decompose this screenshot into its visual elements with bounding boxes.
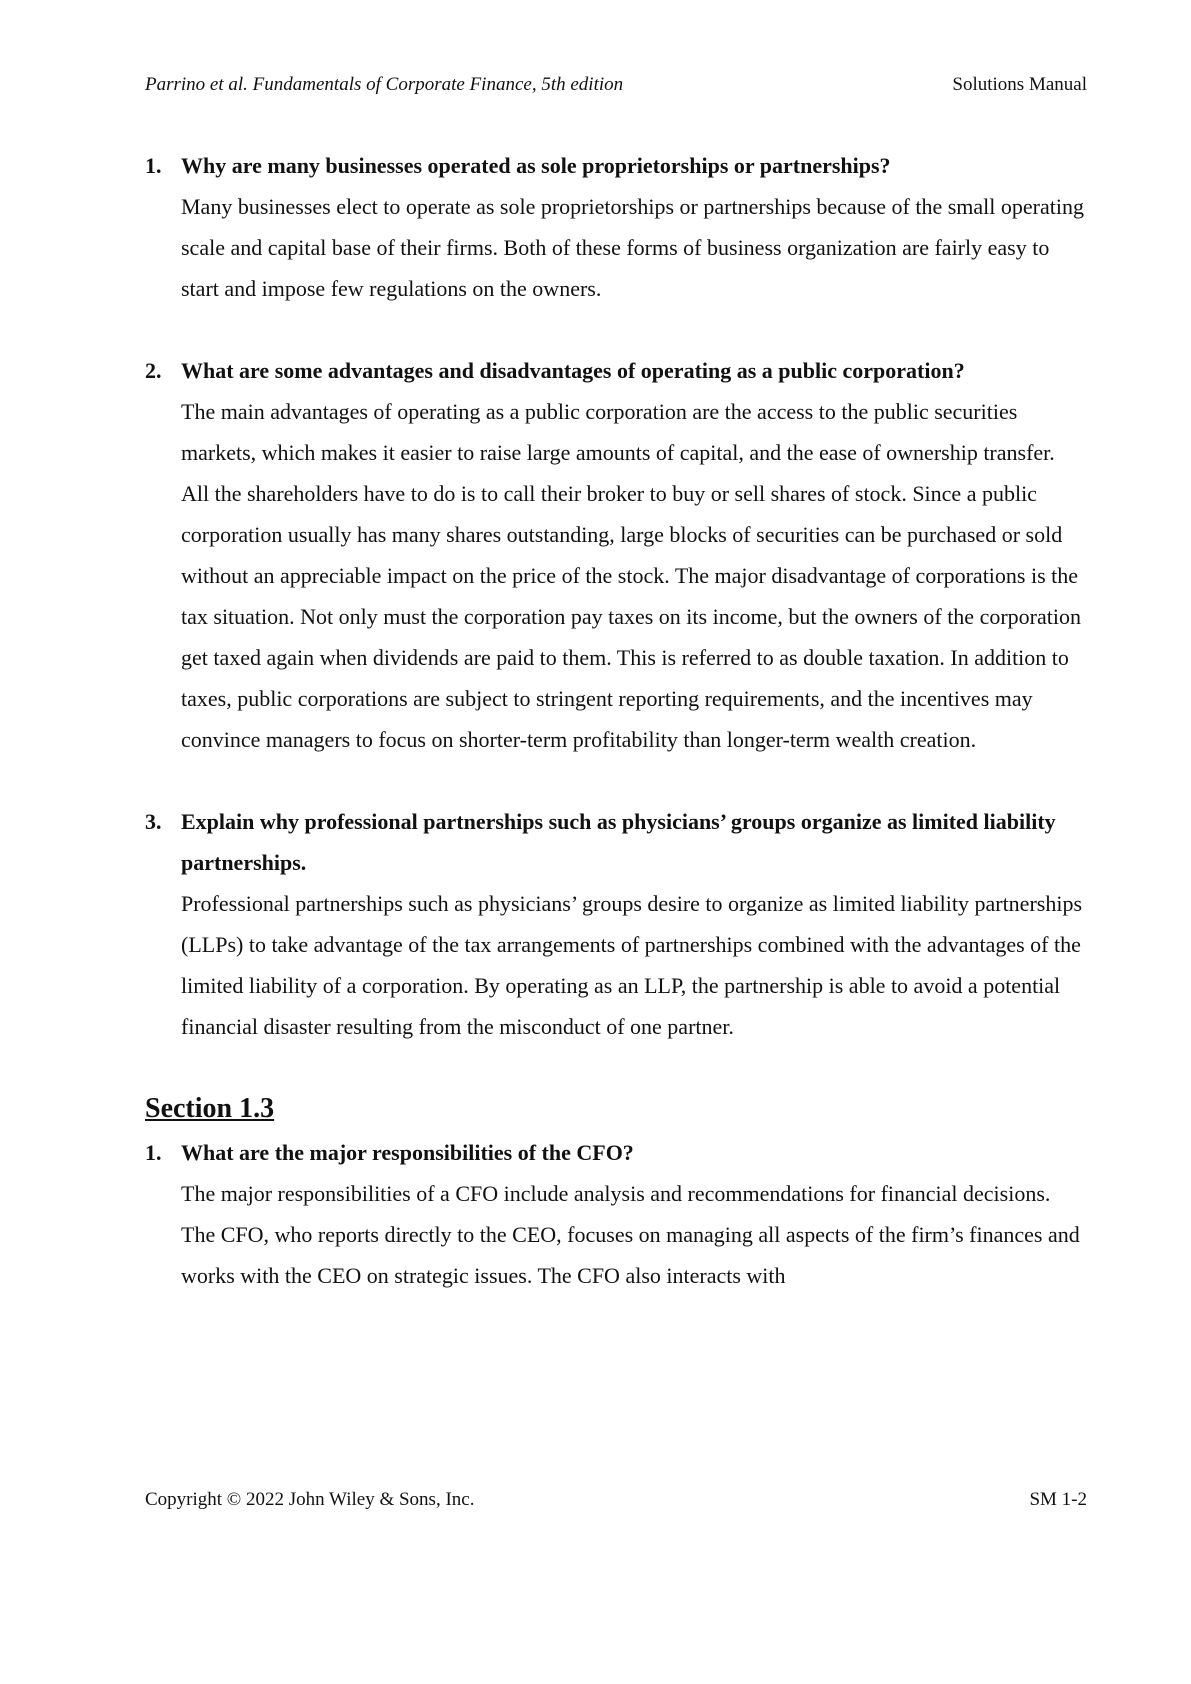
question-row [145,350,1087,391]
page-footer [145,1487,1087,1513]
spacer [145,309,1087,350]
page-number: SM 1-2 [1029,1489,1087,1510]
answer-text: The major responsibilities of a CFO include analysis and recommendations for financial decisions. The CFO, who reports directly to the CEO, focuses on managing all aspects of the firm’s finances and works with the CEO on strategic issues. The CFO also interacts with [181,1181,1080,1288]
answer-text: The main advantages of operating as a public corporation are the access to the public securities markets, which makes it easier to raise large amounts of capital, and the ease of ownership transfer. All the shareholders have to do is to call their broker to buy or sell shares of stock. Since a public corporation usually has many shares outstanding, large blocks of securities can be purchased or sold without an appreciable impact on the price of the stock. The major disadvantage of corporations is the tax situation. Not only must the corporation pay taxes on its income, but the owners of the corporation get taxed again when dividends are paid to them. This is referred to as double taxation. In addition to taxes, public corporations are subject to stringent reporting requirements, and the incentives may convince managers to focus on shorter-term profitability than longer-term wealth creation. [181,399,1081,752]
question-block-2 [145,350,1087,760]
question-text: Explain why professional partnerships such as physicians’ groups organize as limited liability partnerships. [181,809,1056,875]
answer-text: Many businesses elect to operate as sole proprietorships or partnerships because of the small operating scale and capital base of their firms. Both of these forms of business organization are fairly easy to start and impose few regulations on the owners. [181,194,1084,301]
question-number: 1. [145,1140,162,1165]
section-question-block-1 [145,1132,1087,1296]
question-number: 1. [145,153,162,178]
header-manual-label: Solutions Manual [952,74,1087,95]
answer-text: Professional partnerships such as physicians’ groups desire to organize as limited liability partnerships (LLPs) to take advantage of the tax arrangements of partnerships combined with the advantages of the limited liability of a corporation. By operating as an LLP, the partnership is able to avoid a potential financial disaster resulting from the misconduct of one partner. [181,891,1083,1039]
page-header [145,72,1087,98]
question-row [145,145,1087,186]
question-number: 2. [145,358,162,383]
question-block-3 [145,801,1087,1047]
question-text: Why are many businesses operated as sole proprietorships or partnerships? [181,153,891,178]
spacer [145,1047,1087,1088]
question-text: What are the major responsibilities of the CFO? [181,1140,634,1165]
question-text: What are some advantages and disadvantages of operating as a public corporation? [181,358,965,383]
spacer [145,760,1087,801]
question-number: 3. [145,809,162,834]
main-content [145,145,1087,1296]
question-row [145,801,1087,883]
copyright-notice: Copyright © 2022 John Wiley & Sons, Inc. [145,1489,475,1510]
header-book-title: Parrino et al. Fundamentals of Corporate Finance, 5th edition [145,74,624,95]
question-row [145,1132,1087,1173]
section-heading: Section 1.3 [145,1093,275,1124]
question-block-1 [145,145,1087,309]
